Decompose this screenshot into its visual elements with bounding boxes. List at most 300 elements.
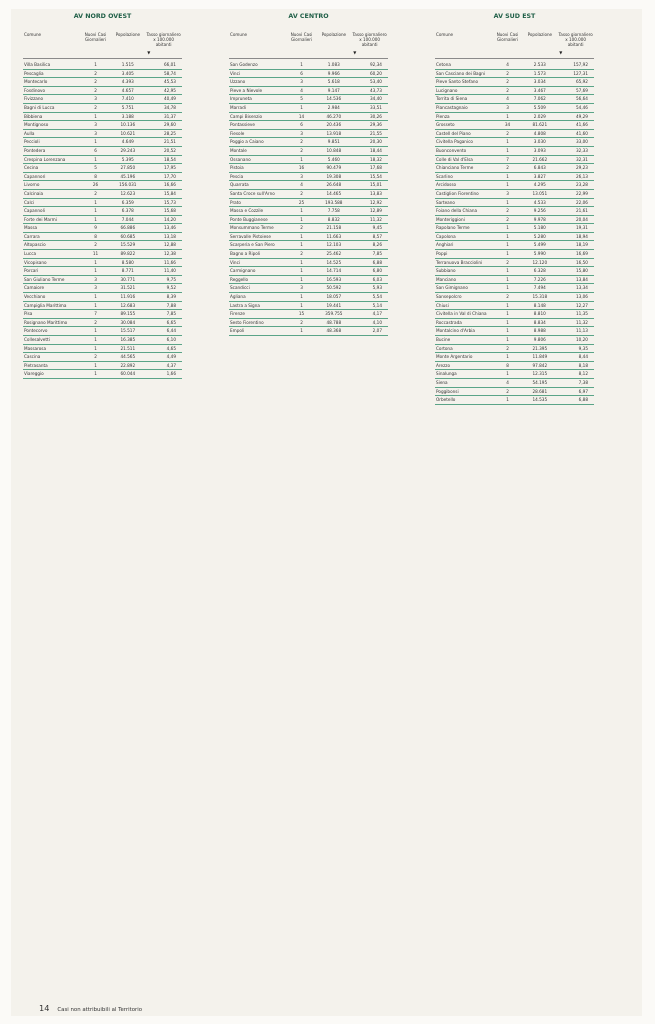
cell-popolazione: 7.044 [121, 216, 134, 222]
cell-popolazione: 10.621 [120, 130, 136, 136]
cell-comune: Firenze [230, 311, 245, 317]
cell-comune: Aulla [24, 130, 35, 136]
cell-tasso: 16,50 [575, 259, 588, 265]
table-row [229, 61, 388, 70]
cell-tasso: 9,35 [578, 345, 588, 351]
column-header-tasso-label: Tasso giornaliero x 100.000 abitanti [558, 32, 593, 47]
cell-nuovi-casi: 1 [506, 242, 509, 248]
cell-comune: Livorno [24, 182, 40, 188]
column-header-nuovi-casi [493, 32, 523, 42]
cell-tasso: 32,33 [575, 147, 588, 153]
cell-comune: Collesalvetti [24, 337, 50, 342]
cell-nuovi-casi: 2 [506, 345, 509, 351]
cell-popolazione: 21.395 [532, 345, 548, 351]
cell-nuovi-casi: 2 [300, 225, 303, 231]
cell-tasso: 34,40 [369, 96, 382, 102]
cell-nuovi-casi: 1 [94, 337, 97, 342]
cell-tasso: 4,17 [372, 311, 382, 317]
cell-tasso: 4,65 [166, 345, 176, 351]
cell-popolazione: 16.593 [326, 276, 342, 282]
region-table-nord-ovest [23, 12, 182, 379]
cell-tasso: 56,64 [575, 96, 588, 102]
cell-tasso: 20,30 [369, 139, 382, 145]
cell-popolazione: 13.051 [532, 190, 548, 196]
cell-nuovi-casi: 1 [300, 104, 303, 110]
cell-comune: Sesto Fiorentino [230, 319, 264, 325]
cell-popolazione: 19.308 [326, 173, 342, 179]
cell-tasso: 13,18 [163, 233, 176, 239]
cell-tasso: 16,69 [575, 251, 588, 257]
cell-popolazione: 14.535 [532, 397, 548, 403]
table-row [23, 336, 182, 345]
cell-tasso: 8,26 [372, 242, 382, 248]
cell-tasso: 58,74 [163, 70, 176, 76]
table-row [23, 302, 182, 311]
cell-comune: Carrara [24, 233, 40, 239]
cell-comune: Scarlino [436, 173, 453, 179]
cell-comune: Castiglion Fiorentino [436, 190, 479, 196]
cell-nuovi-casi: 1 [94, 294, 97, 300]
cell-popolazione: 46.270 [326, 113, 342, 119]
table-row [435, 319, 594, 328]
cell-popolazione: 1.515 [121, 62, 134, 67]
table-row [23, 156, 182, 165]
cell-popolazione: 5.509 [533, 104, 546, 110]
cell-tasso: 40,49 [163, 96, 176, 102]
cell-comune: Quarrata [230, 182, 249, 188]
cell-popolazione: 19.441 [326, 302, 342, 308]
cell-nuovi-casi: 2 [94, 70, 97, 76]
cell-popolazione: 5.460 [327, 156, 340, 162]
cell-popolazione: 29.243 [120, 147, 136, 153]
region-title: AV SUD EST [493, 13, 536, 20]
cell-comune: Scandicci [230, 285, 250, 291]
cell-popolazione: 3.467 [533, 87, 546, 93]
table-row [229, 250, 388, 259]
cell-nuovi-casi: 1 [94, 362, 97, 368]
column-header-popolazione-label: Popolazione [115, 32, 141, 37]
table-row [23, 224, 182, 233]
table-row [229, 199, 388, 208]
table-row [229, 302, 388, 311]
cell-popolazione: 12.103 [326, 242, 342, 248]
cell-nuovi-casi: 1 [506, 276, 509, 282]
cell-nuovi-casi: 1 [94, 208, 97, 214]
cell-nuovi-casi: 1 [300, 328, 303, 334]
cell-popolazione: 14.465 [326, 190, 342, 196]
cell-tasso: 13,46 [163, 225, 176, 231]
table-row [229, 190, 388, 199]
cell-nuovi-casi: 4 [300, 87, 303, 93]
cell-popolazione: 4.533 [533, 199, 546, 205]
table-row [435, 327, 594, 336]
cell-comune: Cortona [436, 345, 453, 351]
cell-nuovi-casi: 2 [506, 294, 509, 300]
table-row [229, 173, 388, 182]
cell-comune: Cascina [24, 354, 41, 360]
cell-nuovi-casi: 1 [506, 311, 509, 317]
column-header-popolazione [316, 32, 351, 37]
column-header-nuovi-casi-label: Nuovi Casi Giornalieri [496, 32, 519, 42]
cell-popolazione: 60.685 [120, 233, 136, 239]
table-row [435, 95, 594, 104]
cell-nuovi-casi: 1 [506, 285, 509, 291]
cell-popolazione: 1.573 [533, 70, 546, 76]
column-header-tasso[interactable] [557, 32, 594, 55]
cell-tasso: 66,01 [163, 62, 176, 67]
cell-nuovi-casi: 1 [506, 251, 509, 257]
cell-comune: Bagni di Lucca [24, 104, 55, 110]
cell-popolazione: 3.093 [533, 147, 546, 153]
cell-comune: Pisa [24, 311, 33, 317]
table-row [229, 224, 388, 233]
cell-tasso: 15,80 [575, 268, 588, 274]
cell-popolazione: 21.158 [326, 225, 342, 231]
cell-tasso: 45,53 [163, 79, 176, 85]
cell-comune: Pescaglia [24, 70, 44, 76]
cell-popolazione: 97.842 [532, 362, 548, 368]
cell-comune: Pieve a Nievole [230, 87, 263, 93]
region-table-centro [229, 12, 388, 336]
cell-comune: Pontassieve [230, 122, 255, 128]
cell-nuovi-casi: 2 [300, 139, 303, 145]
cell-comune: Cetona [436, 62, 451, 67]
cell-comune: Viareggio [24, 371, 44, 377]
cell-popolazione: 28.681 [532, 388, 548, 394]
cell-nuovi-casi: 1 [506, 302, 509, 308]
cell-tasso: 34,78 [163, 104, 176, 110]
cell-tasso: 14,20 [163, 216, 176, 222]
cell-tasso: 21,55 [369, 130, 382, 136]
cell-popolazione: 5.280 [533, 233, 546, 239]
table-row [435, 78, 594, 87]
cell-popolazione: 5.499 [533, 242, 546, 248]
cell-nuovi-casi: 1 [94, 139, 97, 145]
cell-popolazione: 27.850 [120, 165, 136, 171]
cell-nuovi-casi: 1 [94, 328, 97, 334]
cell-comune: Manciano [436, 276, 457, 282]
cell-nuovi-casi: 14 [298, 113, 305, 119]
cell-tasso: 20,04 [575, 216, 588, 222]
cell-nuovi-casi: 1 [94, 268, 97, 274]
cell-comune: Marradi [230, 104, 246, 110]
cell-tasso: 22,99 [575, 190, 588, 196]
cell-popolazione: 10.136 [120, 122, 136, 128]
cell-tasso: 30,26 [369, 113, 382, 119]
cell-nuovi-casi: 9 [94, 225, 97, 231]
cell-tasso: 8,39 [166, 294, 176, 300]
cell-comune: Terranuova Bracciolini [436, 259, 483, 265]
cell-nuovi-casi: 1 [506, 397, 509, 403]
cell-comune: Uzzano [230, 79, 246, 85]
cell-tasso: 23,28 [575, 182, 588, 188]
report-page [11, 9, 642, 1016]
table-row [229, 241, 388, 250]
cell-nuovi-casi: 16 [298, 165, 305, 171]
cell-tasso: 57,69 [575, 87, 588, 93]
cell-nuovi-casi: 2 [506, 208, 509, 214]
cell-popolazione: 2.533 [533, 62, 546, 67]
cell-popolazione: 9.806 [533, 337, 546, 342]
cell-nuovi-casi: 1 [94, 259, 97, 265]
cell-nuovi-casi: 1 [94, 371, 97, 377]
cell-tasso: 26,13 [575, 173, 588, 179]
cell-popolazione: 89.155 [120, 311, 136, 317]
cell-nuovi-casi: 4 [506, 96, 509, 102]
table-row [229, 216, 388, 225]
column-header-tasso[interactable] [351, 32, 388, 55]
cell-tasso: 60,20 [369, 70, 382, 76]
cell-nuovi-casi: 2 [94, 354, 97, 360]
cell-tasso: 12,38 [163, 251, 176, 257]
cell-nuovi-casi: 25 [298, 199, 305, 205]
cell-popolazione: 16.385 [120, 337, 136, 342]
table-row [229, 310, 388, 319]
table-row [23, 104, 182, 113]
column-header-popolazione [522, 32, 557, 37]
cell-popolazione: 48.788 [326, 319, 342, 325]
cell-tasso: 12,89 [369, 208, 382, 214]
cell-popolazione: 8.771 [121, 268, 134, 274]
cell-comune: Campiglia Marittima [24, 302, 67, 308]
table-row [23, 259, 182, 268]
table-row [229, 78, 388, 87]
sort-descending-icon[interactable]: ▼ [353, 50, 357, 55]
table-row [229, 121, 388, 130]
sort-descending-icon[interactable]: ▼ [147, 50, 151, 55]
cell-comune: Bibbiena [24, 113, 43, 119]
cell-nuovi-casi: 1 [506, 328, 509, 334]
table-row [229, 284, 388, 293]
cell-popolazione: 6.843 [533, 165, 546, 171]
cell-comune: San Casciano dei Bagni [436, 70, 486, 76]
cell-comune: Carmignano [230, 268, 256, 274]
table-row [435, 259, 594, 268]
cell-nuovi-casi: 2 [506, 216, 509, 222]
cell-comune: San Gimignano [436, 285, 468, 291]
table-row [435, 353, 594, 362]
table-row [435, 190, 594, 199]
cell-tasso: 8,18 [578, 362, 588, 368]
cell-tasso: 11,13 [575, 328, 588, 334]
cell-tasso: 41,60 [575, 130, 588, 136]
cell-comune: Sarteano [436, 199, 455, 205]
cell-comune: Chianciano Terme [436, 165, 474, 171]
table-row [23, 78, 182, 87]
cell-comune: Agliana [230, 294, 246, 300]
cell-tasso: 6,44 [166, 328, 176, 334]
cell-nuovi-casi: 2 [506, 87, 509, 93]
cell-tasso: 8,44 [578, 354, 588, 360]
cell-nuovi-casi: 1 [506, 113, 509, 119]
cell-popolazione: 5.395 [121, 156, 134, 162]
cell-popolazione: 4.808 [533, 130, 546, 136]
cell-comune: Capannori [24, 173, 46, 179]
cell-comune: Chiusi [436, 302, 449, 308]
cell-popolazione: 8.988 [533, 328, 546, 334]
cell-comune: Lucignano [436, 87, 458, 93]
cell-comune: Porcari [24, 268, 39, 274]
cell-nuovi-casi: 2 [94, 319, 97, 325]
cell-popolazione: 193.588 [325, 199, 343, 205]
column-header-tasso[interactable] [145, 32, 182, 55]
cell-nuovi-casi: 1 [300, 156, 303, 162]
cell-tasso: 15,84 [163, 190, 176, 196]
cell-nuovi-casi: 3 [94, 130, 97, 136]
table-row [435, 70, 594, 79]
cell-comune: Vinci [230, 259, 241, 265]
cell-popolazione: 89.822 [120, 251, 136, 257]
cell-tasso: 12,92 [369, 199, 382, 205]
cell-comune: Pistoia [230, 165, 244, 171]
cell-tasso: 41,66 [575, 122, 588, 128]
table-row [435, 396, 594, 405]
table-row [23, 284, 182, 293]
cell-tasso: 17,68 [369, 165, 382, 171]
cell-comune: Siena [436, 379, 448, 385]
cell-popolazione: 7.226 [533, 276, 546, 282]
cell-tasso: 11,35 [575, 311, 588, 317]
cell-nuovi-casi: 1 [300, 62, 303, 67]
cell-nuovi-casi: 2 [506, 388, 509, 394]
cell-popolazione: 9.978 [533, 216, 546, 222]
cell-popolazione: 44.565 [120, 354, 136, 360]
cell-popolazione: 15.529 [120, 242, 136, 248]
cell-popolazione: 18.057 [326, 294, 342, 300]
table-row [435, 207, 594, 216]
cell-comune: Santa Croce sull'Arno [230, 190, 275, 196]
cell-comune: Capannoli [24, 208, 45, 214]
cell-tasso: 13,34 [575, 285, 588, 291]
cell-tasso: 18,54 [163, 156, 176, 162]
table-row [435, 173, 594, 182]
cell-tasso: 4,49 [166, 354, 176, 360]
cell-comune: Camaiore [24, 285, 45, 291]
table-row [229, 130, 388, 139]
table-row [23, 241, 182, 250]
cell-nuovi-casi: 1 [506, 139, 509, 145]
cell-comune: Buonconvento [436, 147, 467, 153]
cell-comune: Poggio a Caiano [230, 139, 264, 145]
cell-comune: Fivizzano [24, 96, 44, 102]
cell-nuovi-casi: 2 [94, 104, 97, 110]
cell-comune: Roccastrada [436, 319, 462, 325]
cell-nuovi-casi: 1 [506, 182, 509, 188]
cell-tasso: 18,19 [575, 242, 588, 248]
cell-comune: Cecina [24, 165, 39, 171]
cell-popolazione: 66.886 [120, 225, 136, 231]
cell-comune: Montalcino d'Arbia [436, 328, 475, 334]
cell-nuovi-casi: 3 [300, 285, 303, 291]
cell-tasso: 8,57 [372, 233, 382, 239]
sort-descending-icon[interactable]: ▼ [559, 50, 563, 55]
cell-tasso: 18,32 [369, 156, 382, 162]
cell-comune: Lastra a Signa [230, 302, 260, 308]
table-row [229, 95, 388, 104]
table-row [23, 353, 182, 362]
cell-popolazione: 4.393 [121, 79, 134, 85]
table-row [23, 319, 182, 328]
cell-tasso: 6,03 [372, 276, 382, 282]
cell-popolazione: 30.771 [120, 276, 136, 282]
cell-comune: Foiano della Chiana [436, 208, 478, 214]
cell-popolazione: 8.810 [533, 311, 546, 317]
cell-popolazione: 21.662 [532, 156, 548, 162]
table-row [435, 138, 594, 147]
table-row [23, 121, 182, 130]
cell-popolazione: 48.368 [326, 328, 342, 334]
cell-tasso: 21,61 [575, 208, 588, 214]
cell-nuovi-casi: 2 [300, 147, 303, 153]
table-row [23, 345, 182, 354]
cell-comune: Bucine [436, 337, 451, 342]
cell-popolazione: 3.034 [533, 79, 546, 85]
cell-nuovi-casi: 3 [300, 130, 303, 136]
table-row [435, 216, 594, 225]
cell-tasso: 18,94 [575, 233, 588, 239]
cell-tasso: 11,32 [575, 319, 588, 325]
cell-popolazione: 60.044 [120, 371, 136, 377]
cell-comune: Bagno a Ripoli [230, 251, 261, 257]
column-header-comune-label: Comune [436, 32, 454, 37]
table-header [229, 26, 388, 59]
cell-popolazione: 2.984 [327, 104, 340, 110]
table-row [435, 241, 594, 250]
page-footer [39, 1003, 142, 1013]
cell-popolazione: 3.188 [121, 113, 134, 119]
cell-nuovi-casi: 1 [300, 216, 303, 222]
cell-popolazione: 7.062 [533, 96, 546, 102]
cell-comune: Vicopisano [24, 259, 47, 265]
table-row [435, 61, 594, 70]
cell-tasso: 11,40 [163, 268, 176, 274]
cell-tasso: 11,66 [163, 259, 176, 265]
table-row [23, 87, 182, 96]
cell-comune: Castell del Piano [436, 130, 471, 136]
table-row [229, 113, 388, 122]
cell-popolazione: 14.525 [326, 259, 342, 265]
cell-nuovi-casi: 6 [300, 122, 303, 128]
cell-popolazione: 20.436 [326, 122, 342, 128]
cell-nuovi-casi: 3 [300, 173, 303, 179]
cell-comune: Pescia [230, 173, 244, 179]
table-row [435, 130, 594, 139]
table-row [229, 164, 388, 173]
cell-popolazione: 8.580 [121, 259, 134, 265]
cell-nuovi-casi: 2 [94, 79, 97, 85]
cell-popolazione: 31.521 [120, 285, 136, 291]
cell-tasso: 18,44 [369, 147, 382, 153]
cell-nuovi-casi: 4 [506, 379, 509, 385]
cell-nuovi-casi: 8 [94, 173, 97, 179]
cell-tasso: 7,88 [166, 302, 176, 308]
table-row [229, 138, 388, 147]
cell-tasso: 17,95 [163, 165, 176, 171]
cell-comune: Capolona [436, 233, 456, 239]
cell-popolazione: 15.318 [532, 294, 548, 300]
column-header-comune [435, 32, 493, 37]
cell-nuovi-casi: 1 [94, 216, 97, 222]
column-header-nuovi-casi-label: Nuovi Casi Giornalieri [84, 32, 107, 42]
cell-nuovi-casi: 2 [506, 70, 509, 76]
table-row [23, 190, 182, 199]
cell-tasso: 7,38 [578, 379, 588, 385]
table-row [229, 276, 388, 285]
table-row [23, 207, 182, 216]
cell-popolazione: 90.479 [326, 165, 342, 171]
cell-tasso: 92,34 [369, 62, 382, 67]
cell-comune: Vecchiano [24, 294, 46, 300]
